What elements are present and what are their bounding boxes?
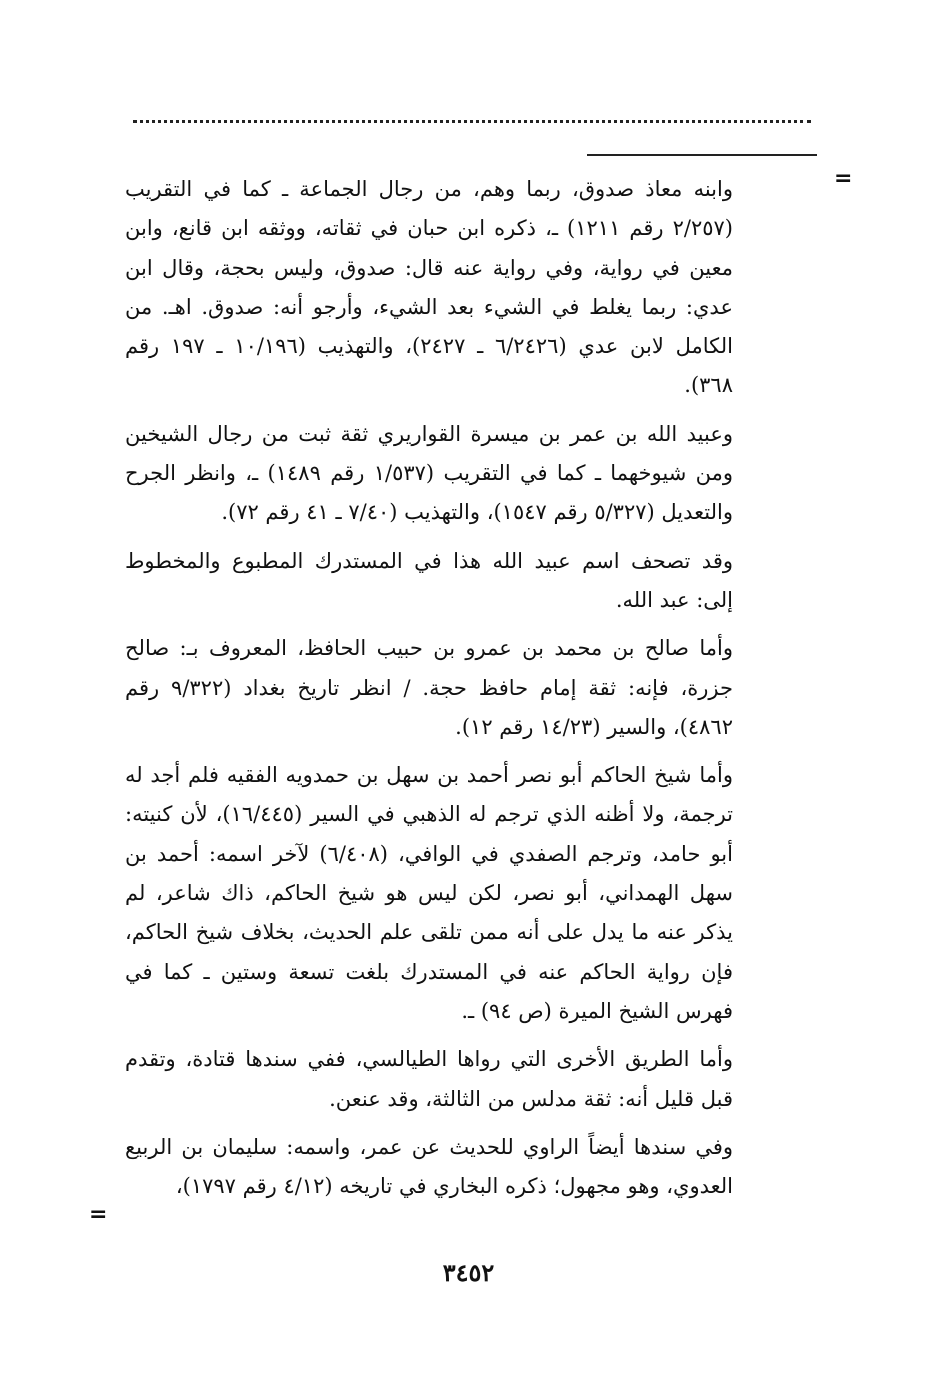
page-number: ٣٤٥٢	[442, 1258, 495, 1287]
paragraph-2: وعبيد الله بن عمر بن ميسرة القواريري ثقة ثبت من رجال الشيخين ومن شيوخهما ـ كما في التقريب (١/٥٣٧ رقم ١٤٨٩) ـ، وانظر الجرح والتعديل (٥/٣٢٧ رقم ١٥٤٧)، والتهذيب (٧/٤٠ ـ ٤١ رقم ٧٢).	[125, 421, 734, 525]
paragraph-1: وابنه معاذ صدوق، ربما وهم، من رجال الجماعة ـ كما في التقريب (٢/٢٥٧ رقم ١٢١١) ـ، ذكره ابن حبان في ثقاته، ووثقه ابن قانع، وابن معين في رواية، وفي رواية عنه قال: صدوق، وليس بحجة، وقال ابن عدي: ربما يغلط في الشيء بعد الشيء، وأرجو أنه: صدوق. اهـ. من الكامل لابن عدي (٦/٢٤٢٦ ـ ٢٤٢٧)، والتهذيب (١٠/١٩٦ ـ ١٩٧ رقم ٣٦٨).	[125, 177, 733, 398]
paragraph-7: وفي سندها أيضاً الراوي للحديث عن عمر، واسمه: سليمان بن الربيع العدوي، وهو مجهول؛ ذكره البخاري في تاريخه (٤/١٢ رقم ١٧٩٧)،	[125, 1134, 733, 1199]
paragraph-3: وقد تصحف اسم عبيد الله هذا في المستدرك المطبوع والمخطوط إلى: عبد الله.	[125, 548, 733, 612]
continuation-mark-top: =	[834, 166, 853, 191]
continuation-mark-bottom: =	[89, 1202, 108, 1227]
footnote-body	[125, 170, 733, 1215]
dotted-separator	[133, 120, 811, 123]
paragraph-5: وأما شيخ الحاكم أبو نصر أحمد بن سهل بن حمدويه الفقيه فلم أجد له ترجمة، ولا أظنه الذي ترجم له الذهبي في السير (١٦/٤٤٥)، لأن كنيته: أبو حامد، وترجم الصفدي في الوافي، (٦/٤٠٨) لآخر اسمه: أحمد بن سهل الهمداني، أبو نصر، لكن ليس هو شيخ الحاكم، ذاك شاعر، لم يذكر عنه ما يدل على أنه ممن تلقى علم الحديث، بخلاف شيخ الحاكم، فإن رواية الحاكم عنه في المستدرك بلغت تسعة وستين ـ كما في فهرس الشيخ الميرة (ص ٩٤) ـ.	[125, 763, 734, 1023]
paragraph-6: وأما الطريق الأخرى التي رواها الطيالسي، ففي سندها قتادة، وتقدم قبل قليل أنه: ثقة مدلس من الثالثة، وقد عنعن.	[125, 1047, 733, 1111]
footnote-rule	[587, 154, 817, 156]
paragraph-4: وأما صالح بن محمد بن عمرو بن حبيب الحافظ، المعروف بـ: صالح جزرة، فإنه: ثقة إمام حافظ حجة. / انظر تاريخ بغداد (٩/٣٢٢ رقم ٤٨٦٢)، والسير (١٤/٢٣ رقم ١٢).	[125, 636, 733, 739]
